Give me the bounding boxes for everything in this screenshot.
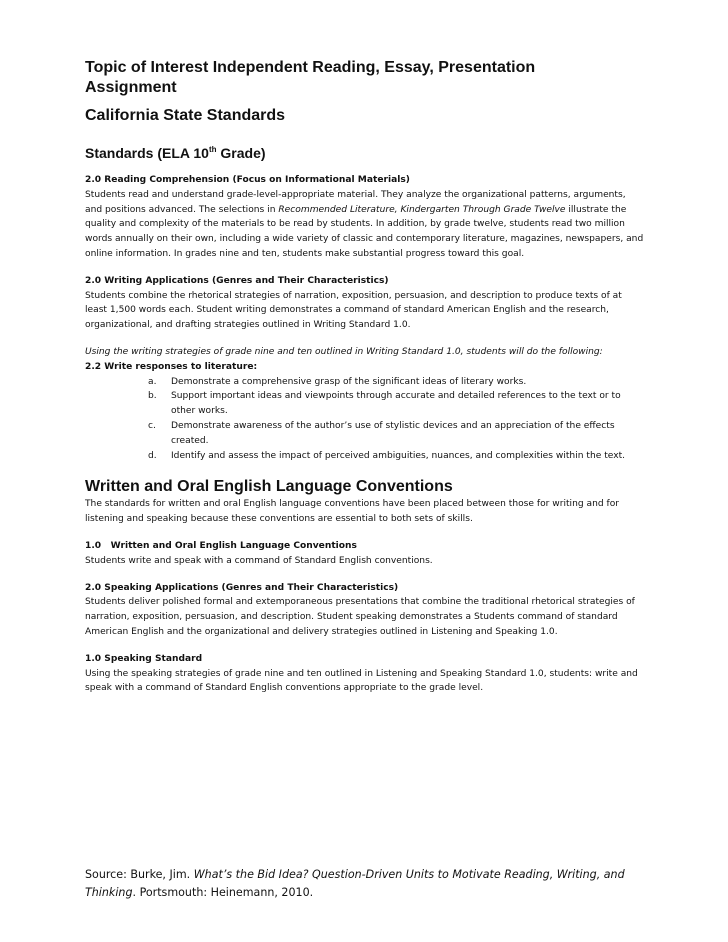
list-item: b. Support important ideas and viewpoints through accurate and detailed references to the text or to other works. (148, 391, 621, 417)
section-heading: 2.2 Write responses to literature: (85, 361, 258, 372)
section-writing-applications (85, 274, 645, 333)
section-heading: 1.0 Written and Oral English Language Conventions (85, 540, 357, 551)
section-speaking-applications (85, 581, 645, 640)
section-text: Students read and understand grade-level-appropriate material. They analyze the organizational patterns, arguments, and positions advanced. The selections in Recommended Literature, Kindergarten Through Grade Twelve illustrate the quality and complexity of the materials to be read by students. In addition, by grade twelve, students read two million words annually on their own, including a wide variety of classic and contemporary literature, magazines, newspapers, and online information. In grades nine and ten, students make substantial progress toward this goal. (85, 189, 644, 259)
conventions-heading: Written and Oral English Language Conventions (85, 478, 453, 496)
section-heading: 2.0 Reading Comprehension (Focus on Informational Materials) (85, 175, 410, 185)
document-title: Topic of Interest Independent Reading, Essay, Presentation Assignment (85, 59, 536, 96)
list-item: c. Demonstrate awareness of the author’s use of stylistic devices and an appreciation of the effects created. (148, 420, 615, 446)
subtitle: California State Standards (85, 107, 286, 124)
list-item: d. Identify and assess the impact of perceived ambiguities, nuances, and complexities within the text. (148, 450, 626, 461)
section-text: Using the speaking strategies of grade nine and ten outlined in Listening and Speaking Standard 1.0, students: write and speak with a command of Standard English conventions appropriate to the grade level. (85, 668, 638, 694)
section-heading: 2.0 Writing Applications (Genres and Their Characteristics) (85, 275, 389, 286)
section-text: Students write and speak with a command of Standard English conventions. (85, 555, 433, 566)
conventions-text: The standards for written and oral English language conventions have been placed between those for writing and for listening and speaking because these conventions are essential to both sets of skills. (85, 499, 620, 525)
response-list (85, 375, 645, 464)
list-item: a. Demonstrate a comprehensive grasp of the significant ideas of literary works. (148, 376, 527, 387)
source-citation: Source: Burke, Jim. What’s the Bid Idea? Question-Driven Units to Motivate Reading, Writing, and Thinking. Portsmouth: Heinemann, 2010. (85, 868, 625, 899)
section-language-conventions (85, 539, 645, 569)
section-reading-comprehension (85, 173, 645, 262)
section-heading: 1.0 Speaking Standard (85, 653, 203, 664)
section-intro: Using the writing strategies of grade nine and ten outlined in Writing Standard 1.0, students will do the following: (85, 346, 603, 357)
section-text: Students combine the rhetorical strategies of narration, exposition, persuasion, and description to produce texts of at least 1,500 words each. Student writing demonstrates a command of standard American English and the research, organizational, and drafting strategies outlined in Writing Standard 1.0. (85, 290, 622, 331)
section-speaking-standard (85, 652, 645, 696)
standards-heading: Standards (ELA 10th Grade) (85, 145, 266, 161)
section-write-responses (85, 345, 645, 463)
section-heading: 2.0 Speaking Applications (Genres and Their Characteristics) (85, 582, 399, 593)
document-body (85, 58, 645, 696)
section-text: Students deliver polished formal and extemporaneous presentations that combine the traditional rhetorical strategies of narration, exposition, persuasion, and description. Student speaking demonstrates a Students command of standard American English and the organizational and delivery strategies outlined in Listening and Speaking 1.0. (85, 597, 635, 637)
